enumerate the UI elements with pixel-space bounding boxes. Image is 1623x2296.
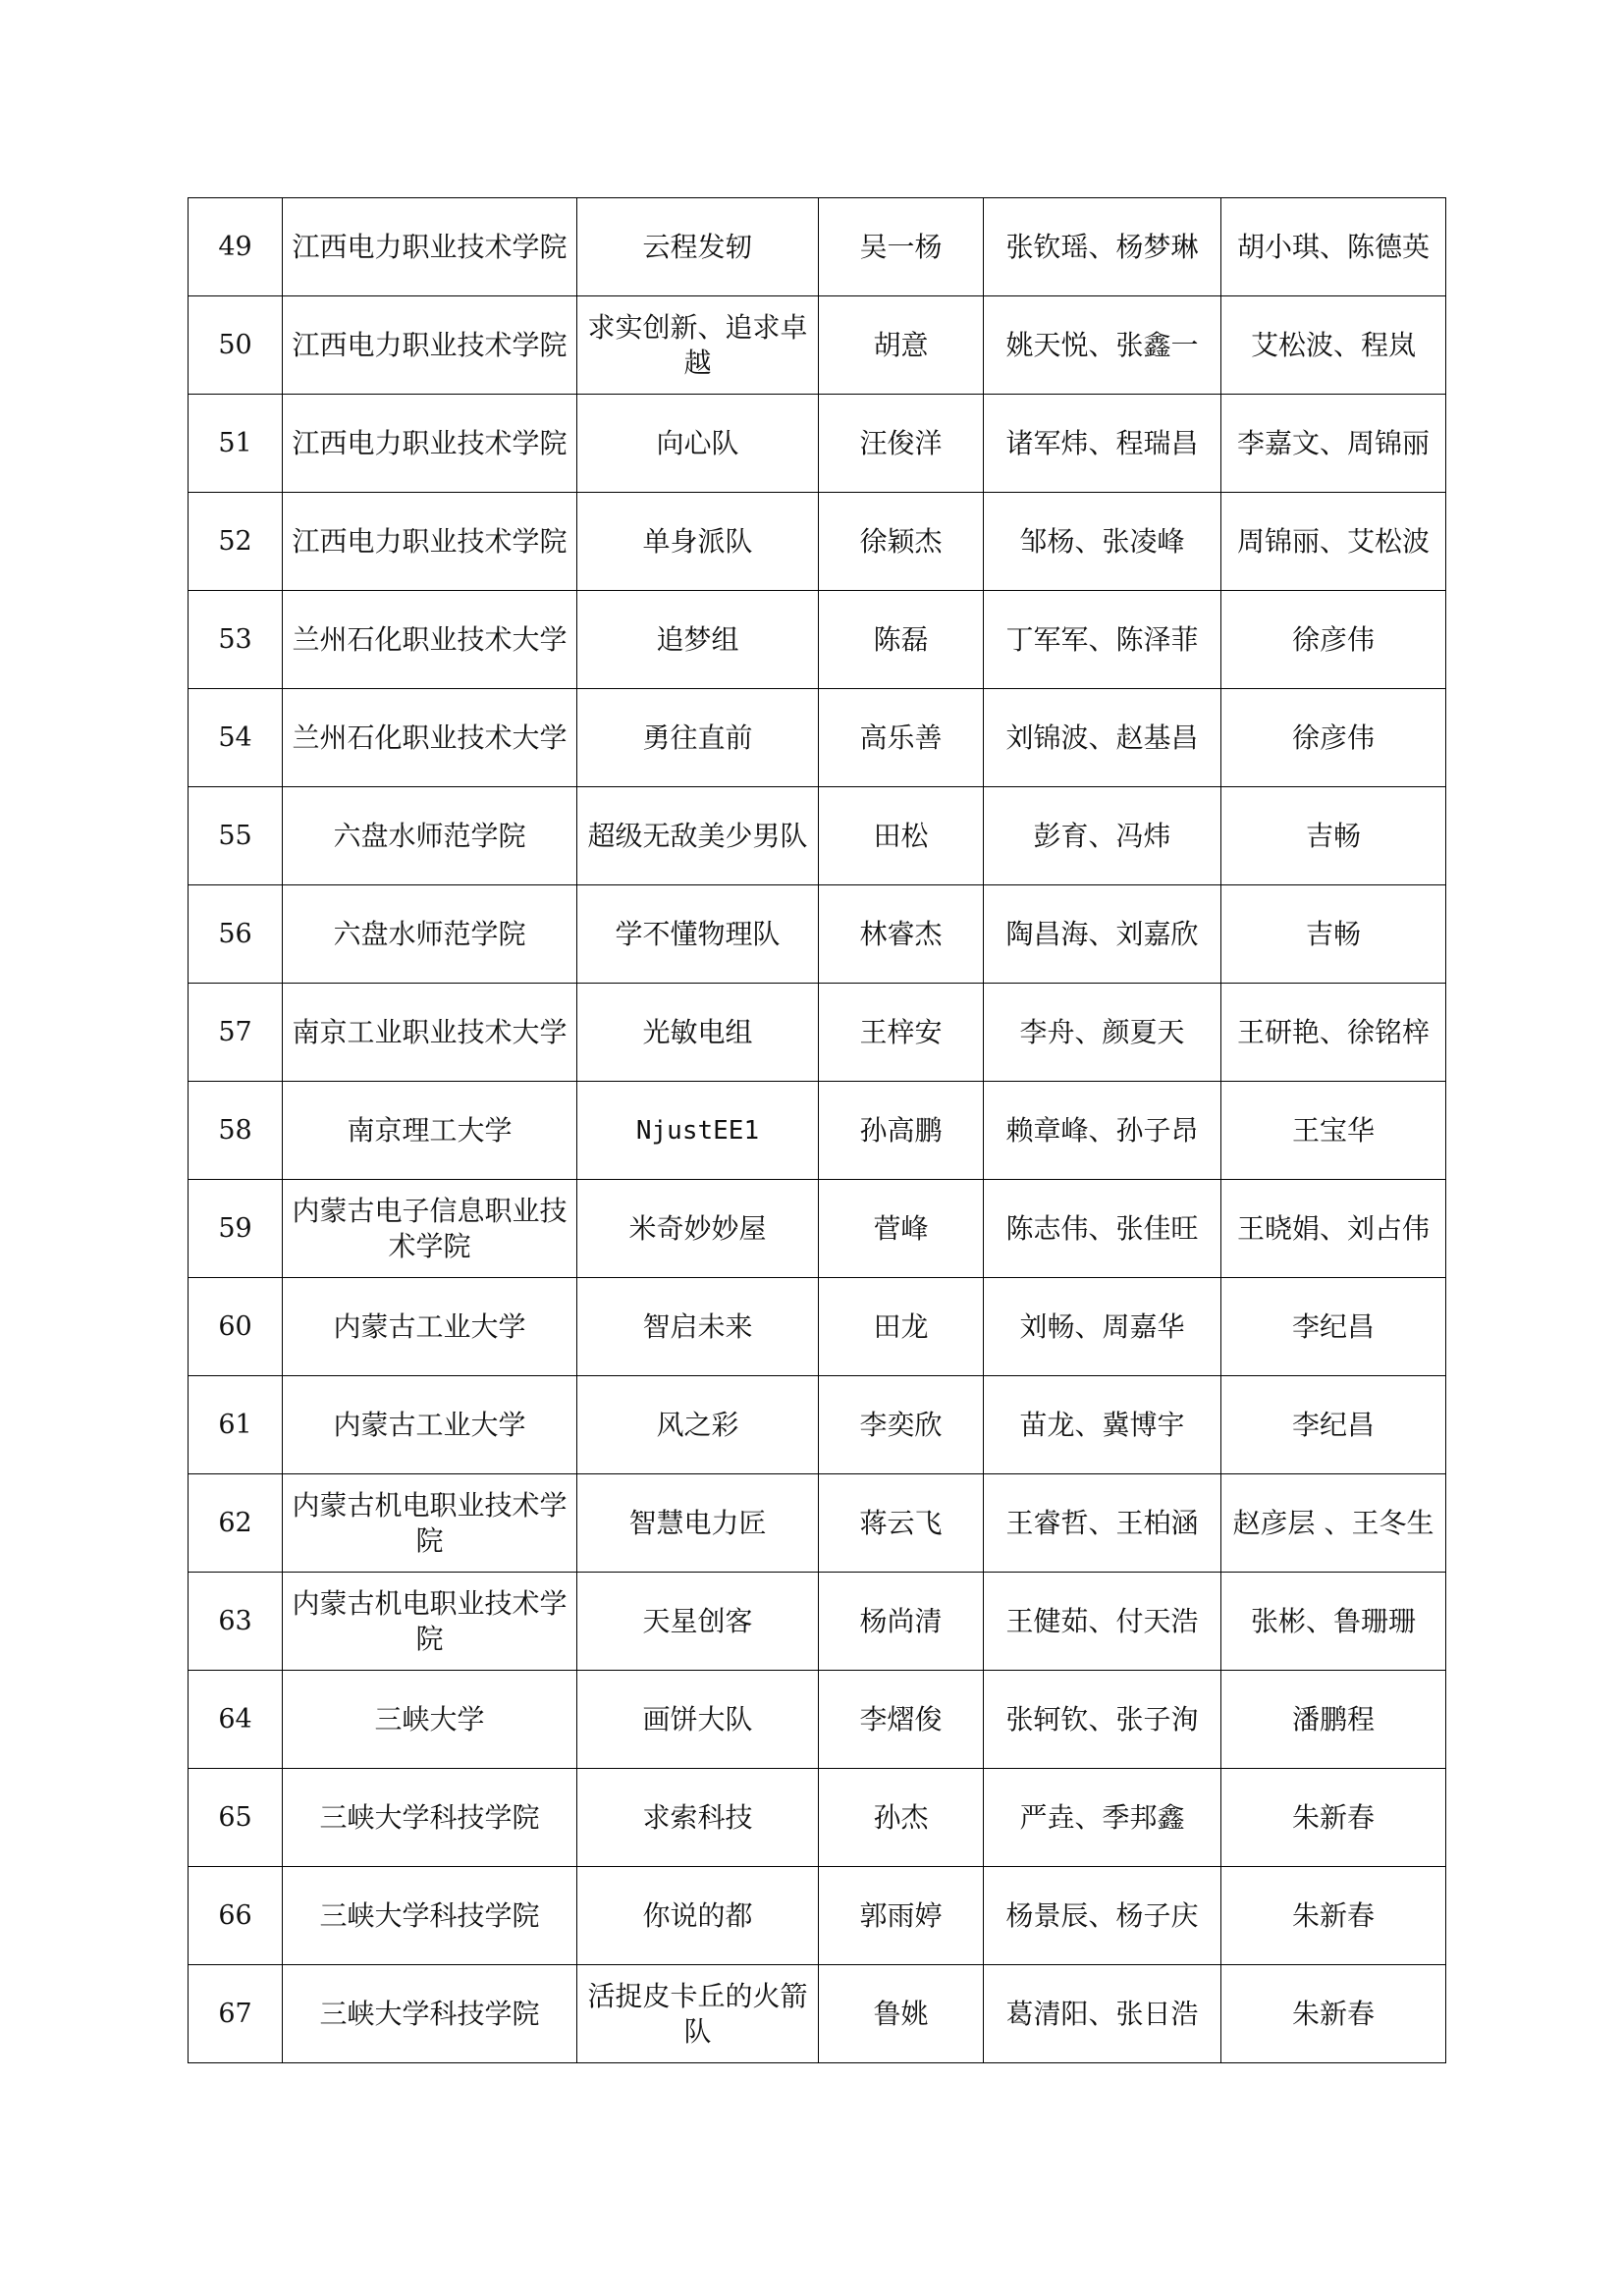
table-row xyxy=(189,1769,1446,1867)
team-name: 勇往直前 xyxy=(577,689,819,787)
team-captain: 田龙 xyxy=(819,1278,984,1376)
school-name: 兰州石化职业技术大学 xyxy=(283,591,577,689)
school-name: 内蒙古工业大学 xyxy=(283,1376,577,1474)
team-members: 姚天悦、张鑫一 xyxy=(984,296,1221,395)
table-row xyxy=(189,1082,1446,1180)
team-name: 云程发轫 xyxy=(577,198,819,296)
school-name: 南京工业职业技术大学 xyxy=(283,984,577,1082)
team-advisors: 王宝华 xyxy=(1221,1082,1446,1180)
school-name: 三峡大学 xyxy=(283,1671,577,1769)
team-captain: 菅峰 xyxy=(819,1180,984,1278)
team-captain: 孙高鹏 xyxy=(819,1082,984,1180)
table-row xyxy=(189,1180,1446,1278)
row-number: 52 xyxy=(189,493,283,591)
table-row xyxy=(189,1376,1446,1474)
team-name: NjustEE1 xyxy=(577,1082,819,1180)
team-advisors: 李嘉文、周锦丽 xyxy=(1221,395,1446,493)
team-members: 彭育、冯炜 xyxy=(984,787,1221,885)
row-number: 49 xyxy=(189,198,283,296)
team-members: 苗龙、冀博宇 xyxy=(984,1376,1221,1474)
table-row xyxy=(189,591,1446,689)
team-name: 求实创新、追求卓越 xyxy=(577,296,819,395)
team-advisors: 朱新春 xyxy=(1221,1965,1446,2063)
table-row xyxy=(189,1867,1446,1965)
school-name: 江西电力职业技术学院 xyxy=(283,395,577,493)
row-number: 62 xyxy=(189,1474,283,1573)
team-name: 智慧电力匠 xyxy=(577,1474,819,1573)
school-name: 内蒙古电子信息职业技术学院 xyxy=(283,1180,577,1278)
team-captain: 李奕欣 xyxy=(819,1376,984,1474)
school-name: 南京理工大学 xyxy=(283,1082,577,1180)
team-roster-table xyxy=(188,197,1446,2063)
team-captain: 吴一杨 xyxy=(819,198,984,296)
row-number: 61 xyxy=(189,1376,283,1474)
table-row xyxy=(189,885,1446,984)
school-name: 江西电力职业技术学院 xyxy=(283,296,577,395)
team-members: 张轲钦、张子洵 xyxy=(984,1671,1221,1769)
team-members: 陶昌海、刘嘉欣 xyxy=(984,885,1221,984)
team-advisors: 赵彦层 、王冬生 xyxy=(1221,1474,1446,1573)
team-name: 你说的都 xyxy=(577,1867,819,1965)
team-captain: 汪俊洋 xyxy=(819,395,984,493)
team-name: 追梦组 xyxy=(577,591,819,689)
team-name: 天星创客 xyxy=(577,1573,819,1671)
team-captain: 胡意 xyxy=(819,296,984,395)
school-name: 六盘水师范学院 xyxy=(283,787,577,885)
school-name: 内蒙古工业大学 xyxy=(283,1278,577,1376)
team-members: 葛清阳、张日浩 xyxy=(984,1965,1221,2063)
row-number: 65 xyxy=(189,1769,283,1867)
table-row xyxy=(189,395,1446,493)
team-advisors: 朱新春 xyxy=(1221,1867,1446,1965)
school-name: 兰州石化职业技术大学 xyxy=(283,689,577,787)
team-members: 邹杨、张凌峰 xyxy=(984,493,1221,591)
table-row xyxy=(189,1474,1446,1573)
team-members: 严垚、季邦鑫 xyxy=(984,1769,1221,1867)
table-row xyxy=(189,1278,1446,1376)
team-advisors: 徐彦伟 xyxy=(1221,591,1446,689)
row-number: 63 xyxy=(189,1573,283,1671)
table-row xyxy=(189,198,1446,296)
row-number: 64 xyxy=(189,1671,283,1769)
team-members: 陈志伟、张佳旺 xyxy=(984,1180,1221,1278)
team-captain: 王梓安 xyxy=(819,984,984,1082)
team-advisors: 王晓娟、刘占伟 xyxy=(1221,1180,1446,1278)
row-number: 58 xyxy=(189,1082,283,1180)
school-name: 六盘水师范学院 xyxy=(283,885,577,984)
team-name: 学不懂物理队 xyxy=(577,885,819,984)
team-members: 刘畅、周嘉华 xyxy=(984,1278,1221,1376)
row-number: 60 xyxy=(189,1278,283,1376)
team-advisors: 吉畅 xyxy=(1221,885,1446,984)
team-name: 光敏电组 xyxy=(577,984,819,1082)
team-members: 赖章峰、孙子昂 xyxy=(984,1082,1221,1180)
row-number: 56 xyxy=(189,885,283,984)
team-name: 单身派队 xyxy=(577,493,819,591)
row-number: 50 xyxy=(189,296,283,395)
team-name: 米奇妙妙屋 xyxy=(577,1180,819,1278)
table-row xyxy=(189,1965,1446,2063)
team-members: 丁军军、陈泽菲 xyxy=(984,591,1221,689)
row-number: 57 xyxy=(189,984,283,1082)
team-members: 王睿哲、王柏涵 xyxy=(984,1474,1221,1573)
row-number: 67 xyxy=(189,1965,283,2063)
row-number: 66 xyxy=(189,1867,283,1965)
team-captain: 郭雨婷 xyxy=(819,1867,984,1965)
table-row xyxy=(189,787,1446,885)
team-advisors: 李纪昌 xyxy=(1221,1376,1446,1474)
school-name: 三峡大学科技学院 xyxy=(283,1867,577,1965)
row-number: 59 xyxy=(189,1180,283,1278)
team-captain: 李熠俊 xyxy=(819,1671,984,1769)
team-members: 王健茹、付天浩 xyxy=(984,1573,1221,1671)
team-captain: 徐颖杰 xyxy=(819,493,984,591)
school-name: 三峡大学科技学院 xyxy=(283,1965,577,2063)
table-row xyxy=(189,1671,1446,1769)
team-advisors: 胡小琪、陈德英 xyxy=(1221,198,1446,296)
team-advisors: 吉畅 xyxy=(1221,787,1446,885)
row-number: 53 xyxy=(189,591,283,689)
team-advisors: 潘鹏程 xyxy=(1221,1671,1446,1769)
team-advisors: 李纪昌 xyxy=(1221,1278,1446,1376)
school-name: 三峡大学科技学院 xyxy=(283,1769,577,1867)
table-row xyxy=(189,984,1446,1082)
team-name: 向心队 xyxy=(577,395,819,493)
team-name: 求索科技 xyxy=(577,1769,819,1867)
team-members: 杨景辰、杨子庆 xyxy=(984,1867,1221,1965)
table-row xyxy=(189,1573,1446,1671)
team-members: 李舟、颜夏天 xyxy=(984,984,1221,1082)
team-advisors: 艾松波、程岚 xyxy=(1221,296,1446,395)
team-advisors: 王研艳、徐铭梓 xyxy=(1221,984,1446,1082)
team-advisors: 张彬、鲁珊珊 xyxy=(1221,1573,1446,1671)
table-row xyxy=(189,296,1446,395)
team-captain: 蒋云飞 xyxy=(819,1474,984,1573)
team-advisors: 徐彦伟 xyxy=(1221,689,1446,787)
roster-body xyxy=(189,198,1446,2063)
row-number: 54 xyxy=(189,689,283,787)
team-name: 智启未来 xyxy=(577,1278,819,1376)
team-captain: 陈磊 xyxy=(819,591,984,689)
team-name: 风之彩 xyxy=(577,1376,819,1474)
table-row xyxy=(189,689,1446,787)
team-advisors: 周锦丽、艾松波 xyxy=(1221,493,1446,591)
team-name: 活捉皮卡丘的火箭队 xyxy=(577,1965,819,2063)
team-captain: 孙杰 xyxy=(819,1769,984,1867)
team-name: 画饼大队 xyxy=(577,1671,819,1769)
team-members: 刘锦波、赵基昌 xyxy=(984,689,1221,787)
team-members: 张钦瑶、杨梦琳 xyxy=(984,198,1221,296)
team-captain: 高乐善 xyxy=(819,689,984,787)
team-captain: 鲁姚 xyxy=(819,1965,984,2063)
row-number: 51 xyxy=(189,395,283,493)
school-name: 内蒙古机电职业技术学院 xyxy=(283,1573,577,1671)
school-name: 江西电力职业技术学院 xyxy=(283,493,577,591)
team-captain: 田松 xyxy=(819,787,984,885)
row-number: 55 xyxy=(189,787,283,885)
school-name: 内蒙古机电职业技术学院 xyxy=(283,1474,577,1573)
team-captain: 林睿杰 xyxy=(819,885,984,984)
team-advisors: 朱新春 xyxy=(1221,1769,1446,1867)
team-members: 诸军炜、程瑞昌 xyxy=(984,395,1221,493)
team-captain: 杨尚清 xyxy=(819,1573,984,1671)
school-name: 江西电力职业技术学院 xyxy=(283,198,577,296)
table-row xyxy=(189,493,1446,591)
team-name: 超级无敌美少男队 xyxy=(577,787,819,885)
